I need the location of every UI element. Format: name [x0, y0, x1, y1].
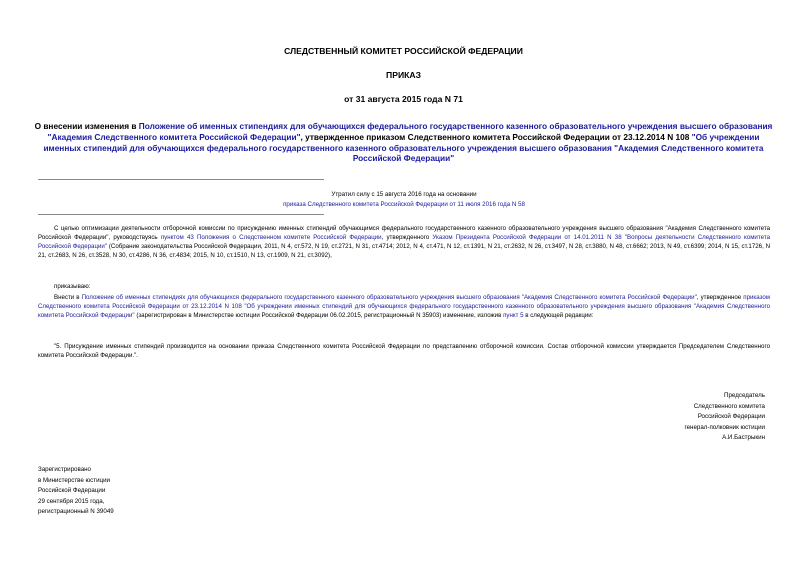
registration-number: регистрационный N 39049 [38, 508, 114, 516]
preamble-text-3: (Собрание законодательства Российской Федерации, 2011, N 4, ст.572, N 19, ст.2721, N 31, ст.4714; 2012, N 4, ст.471, N 12, ст.1391, N 21, ст.2632, N 26, ст.3497, N 28, ст.3880, N 48, ст.6662; 2013, N 49, ст.6399; 2014, N 15, ст.1726, N 21, ст.2683, N 26, ст.3528, N 30, ст.4286, N 36, ст.4834; 2015, N 10, ст.1510, N 13, ст.1909, N 21, ст.3092), [38, 243, 771, 260]
amend-text-3: (зарегистрирован в Министерстве юстиции Российской Федерации 06.02.2015, регистрационный N 35903) изменение, изложив [134, 312, 504, 320]
annulment-note [254, 190, 554, 210]
preamble-text-1: С целью оптимизации деятельности отборочной комиссии по присуждению именных стипендий обучающимся федерального государственного казенного образовательного учреждения высшего образования "Академия Следственного комитета Российской Федерации", руководствуясь [38, 225, 770, 242]
registration-line: в Министерстве юстиции [38, 476, 111, 484]
amend-link-regulation[interactable]: Положение об именных стипендиях для обучающихся федерального государственного казенного образовательного учреждения высшего образования "Академия Следственного комитета Российской Федерации" [81, 294, 697, 301]
preamble-text-2: , утвержденного [381, 234, 433, 242]
preamble-paragraph [38, 224, 770, 260]
order-word: приказываю: [54, 283, 91, 290]
amend-text-1: Внести в [54, 294, 82, 301]
title-link-order[interactable]: "Об учреждении именных стипендий для обучающихся федерального государственного казенного образовательного учреждения высшего образования "Академия Следственного комитета Российской Федерации" [43, 131, 764, 164]
signature-line: Следственного комитета [693, 402, 765, 410]
amendment-paragraph [38, 293, 770, 320]
annulment-link[interactable]: приказа Следственного комитета Российской Федерации от 11 июля 2016 года N 58 [283, 201, 525, 208]
committee-heading: СЛЕДСТВЕННЫЙ КОМИТЕТ РОССИЙСКОЙ ФЕДЕРАЦИИ [284, 46, 523, 56]
preamble-link-decree[interactable]: Указом Президента Российской Федерации от 14.01.2011 N 38 "Вопросы деятельности Следственного комитета Российской Федерации" [38, 234, 770, 251]
amend-text-2: , утвержденное [696, 294, 744, 301]
signature-line: генерал-полковник юстиции [684, 423, 765, 431]
title-link-regulation[interactable]: Положение об именных стипендиях для обучающихся федерального государственного казенного образовательного учреждения высшего образования "Академия Следственного комитета Российской Федерации" [47, 121, 773, 142]
signature-line: Российской Федерации [697, 413, 765, 421]
signature-block [605, 391, 765, 444]
quoted-point-5: "5. Присуждение именных стипендий производится на основании приказа Следственного комитета Российской Федерации по представлению отборочной комиссии. Состав отборочной комиссии утверждается Председателем Следственного комитета Российской Федерации.". [38, 343, 770, 360]
annulment-text: Утратил силу с 15 августа 2016 года на основании [331, 191, 477, 198]
amend-text-4: в следующей редакции: [523, 312, 594, 320]
registration-line: Зарегистрировано [38, 466, 91, 473]
document-title [30, 121, 777, 164]
document-date-number: от 31 августа 2015 года N 71 [344, 94, 463, 104]
amend-link-point5[interactable]: пункт 5 [503, 312, 524, 320]
divider-bottom [38, 214, 324, 215]
registration-block [38, 465, 198, 518]
registration-line: Российской Федерации [38, 487, 106, 495]
registration-date: 29 сентября 2015 года, [38, 497, 105, 505]
title-prefix: О внесении изменения в [34, 121, 139, 131]
amend-link-order[interactable]: приказом Следственного комитета Российской Федерации от 23.12.2014 N 108 "Об учреждении именных стипендий для обучающихся федерального государственного казенного образовательного учреждения высшего образования "Академия Следственного комитета Российской Федерации" [38, 294, 770, 320]
signatory-name: А.И.Бастрыкин [722, 434, 765, 442]
signature-line: Председатель [724, 392, 765, 399]
preamble-link-regulation[interactable]: пунктом 43 Положения о Следственном комитете Российской Федерации [160, 234, 382, 242]
document-type: ПРИКАЗ [386, 70, 421, 80]
divider-top [38, 179, 324, 180]
title-middle: , утвержденное приказом Следственного комитета Российской Федерации от 23.12.2014 N 108 [300, 131, 692, 142]
